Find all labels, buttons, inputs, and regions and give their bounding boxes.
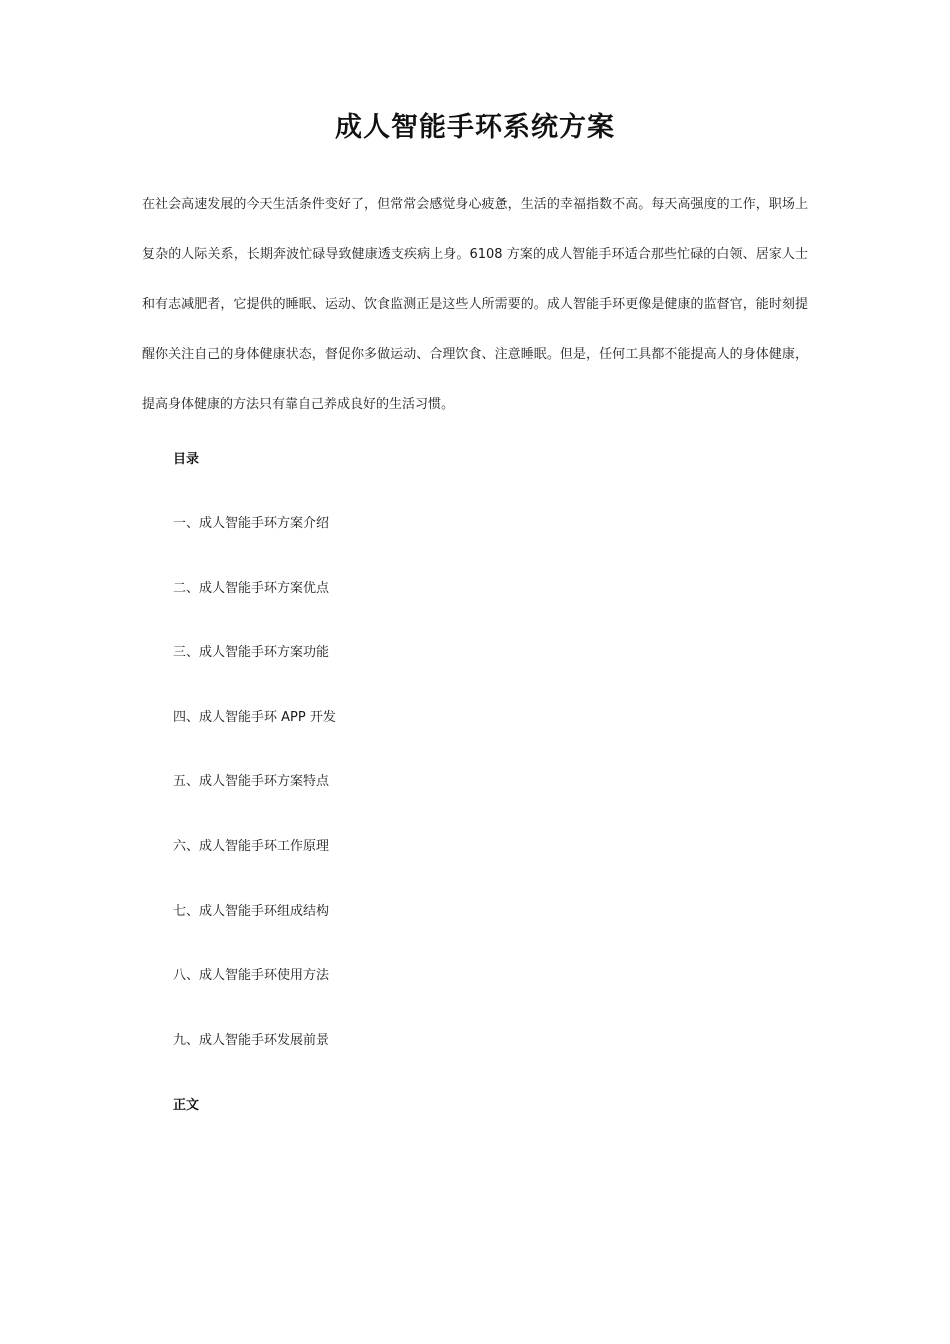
toc-item-3: 三、成人智能手环方案功能 — [173, 645, 330, 661]
toc-heading: 目录 — [173, 452, 200, 467]
toc-item-1: 一、成人智能手环方案介绍 — [173, 516, 330, 531]
toc-item-6: 六、成人智能手环工作原理 — [173, 838, 330, 854]
intro-paragraph: 在社会高速发展的今天生活条件变好了，但常常会感觉身心疲惫，生活的幸福指数不高。每天高强度的工作，职场上复杂的人际关系，长期奔波忙碌导致健康透支疾病上身。6108 方案的成人智能手环适合那些忙碌的白领、居家人士和有志减肥者，它提供的睡眠、运动、饮食监测正是这些人所需要的。成人智能手环更像是健康的监督官，能时刻提醒你关注自己的身体健康状态，督促你多做运动、合理饮食、注意睡眠。但是，任何工具都不能提高人的身体健康，提高身体健康的方法只有靠自己养成良好的生活习惯。 — [142, 197, 808, 412]
toc-item-2: 二、成人智能手环方案优点 — [173, 580, 330, 596]
toc-item-8: 八、成人智能手环使用方法 — [173, 968, 330, 984]
toc-item-9: 九、成人智能手环发展前景 — [173, 1032, 330, 1048]
toc-item-5: 五、成人智能手环方案特点 — [173, 774, 330, 790]
toc-item-4: 四、成人智能手环 APP 开发 — [173, 709, 336, 725]
body-heading: 正文 — [173, 1098, 200, 1113]
table-of-contents — [173, 512, 336, 1093]
document-title: 成人智能手环系统方案 — [335, 112, 615, 143]
toc-item-7: 七、成人智能手环组成结构 — [173, 903, 330, 919]
